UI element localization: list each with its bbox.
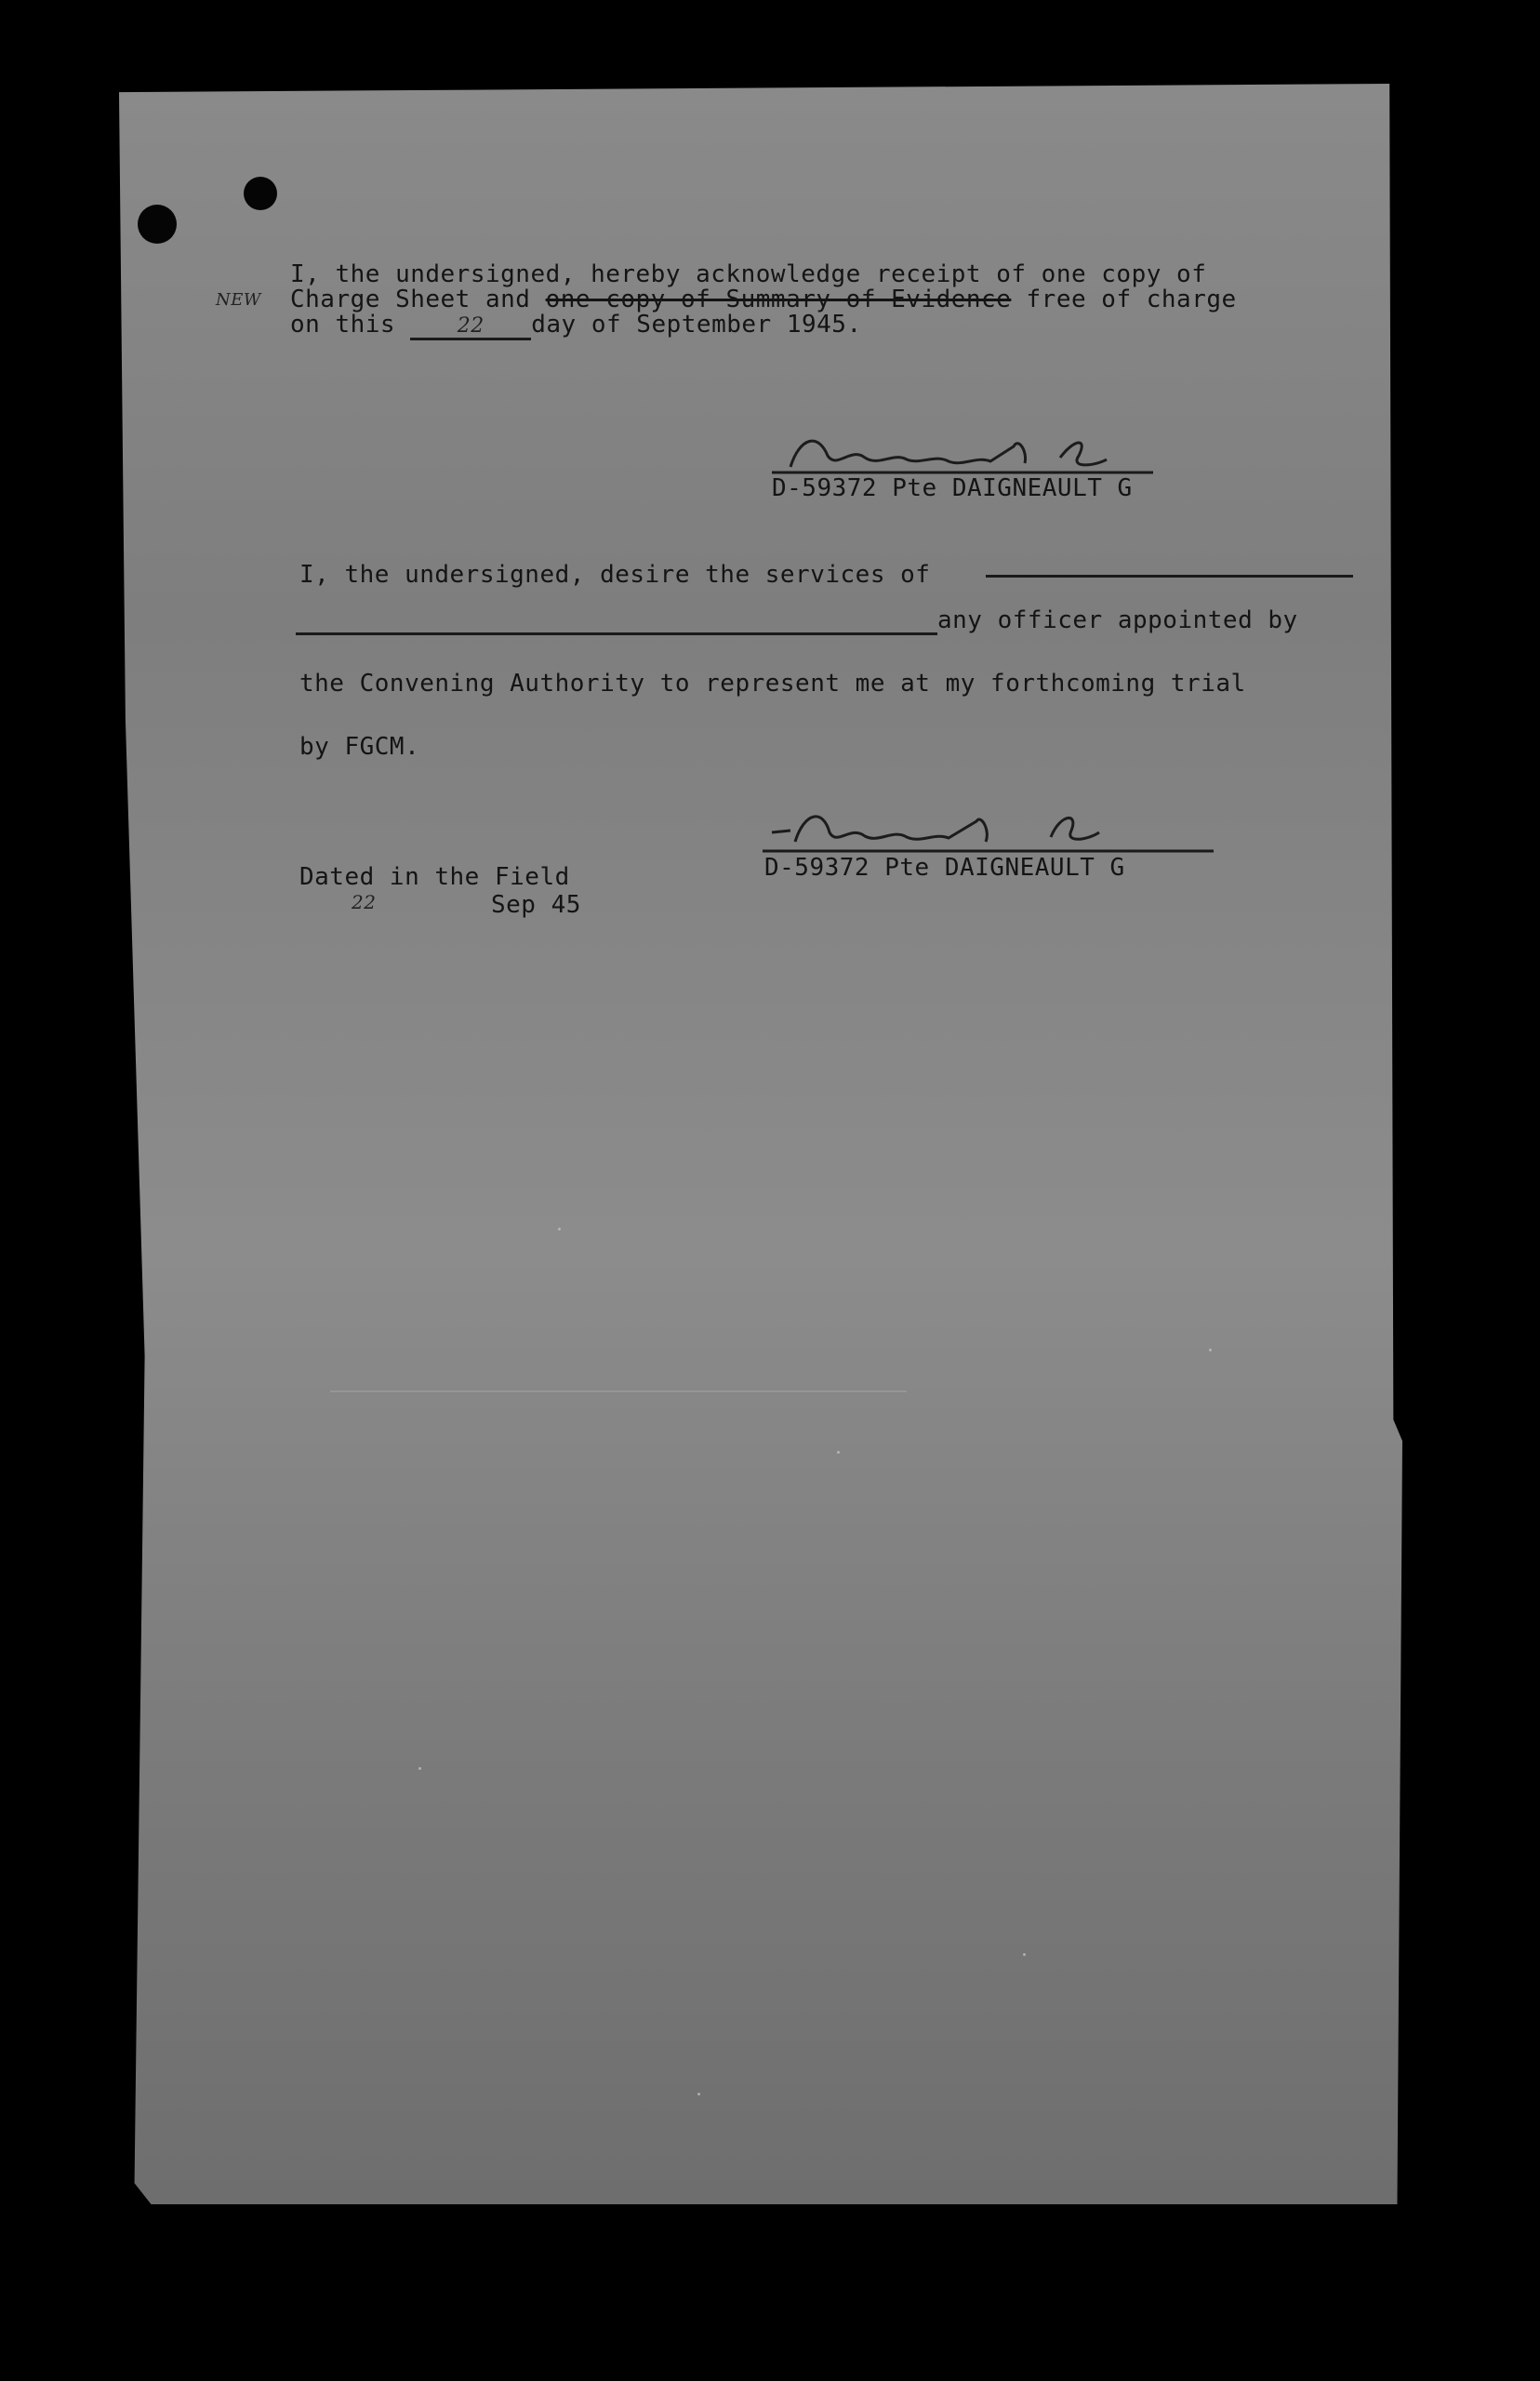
request-line-2: any officer appointed by xyxy=(937,606,1298,634)
signature-1-caption: D-59372 Pte DAIGNEAULT G xyxy=(772,474,1133,502)
request-line-3: the Convening Authority to represent me at my forthcoming trial xyxy=(299,670,1246,698)
receipt-line-3-start: on this xyxy=(290,311,411,339)
signature-2 xyxy=(753,795,1218,860)
receipt-line-3 xyxy=(290,311,862,340)
dated-day: 22 xyxy=(352,891,377,913)
handwritten-day: 22 xyxy=(410,314,531,340)
speck xyxy=(418,1767,421,1770)
receipt-line-2-end: free of charge xyxy=(1011,286,1237,313)
struck-text: one copy of Summary of Evidence xyxy=(545,286,1012,313)
margin-note: NEW xyxy=(216,290,261,310)
speck xyxy=(837,1451,840,1454)
counsel-name-line-2 xyxy=(296,632,937,635)
request-line-1: I, the undersigned, desire the services of xyxy=(299,561,931,589)
dated-month-year: Sep 45 xyxy=(491,891,581,919)
receipt-line-2-start: Charge Sheet and xyxy=(290,286,546,313)
speck xyxy=(1023,1953,1026,1956)
speck xyxy=(558,1228,561,1230)
request-line-4: by FGCM. xyxy=(299,733,420,761)
receipt-line-2 xyxy=(290,286,1237,313)
signature-2-caption: D-59372 Pte DAIGNEAULT G xyxy=(764,854,1125,882)
speck xyxy=(1209,1349,1212,1351)
punch-hole-2 xyxy=(244,177,277,210)
speck xyxy=(697,2093,700,2095)
document-page xyxy=(119,84,1402,2204)
counsel-name-line-1 xyxy=(986,575,1353,578)
receipt-line-1: I, the undersigned, hereby acknowledge receipt of one copy of xyxy=(290,260,1207,288)
punch-hole-1 xyxy=(138,205,177,244)
fold-line xyxy=(330,1390,907,1392)
receipt-line-3-end: day of September 1945. xyxy=(531,311,862,339)
dated-label: Dated in the Field xyxy=(299,863,570,891)
